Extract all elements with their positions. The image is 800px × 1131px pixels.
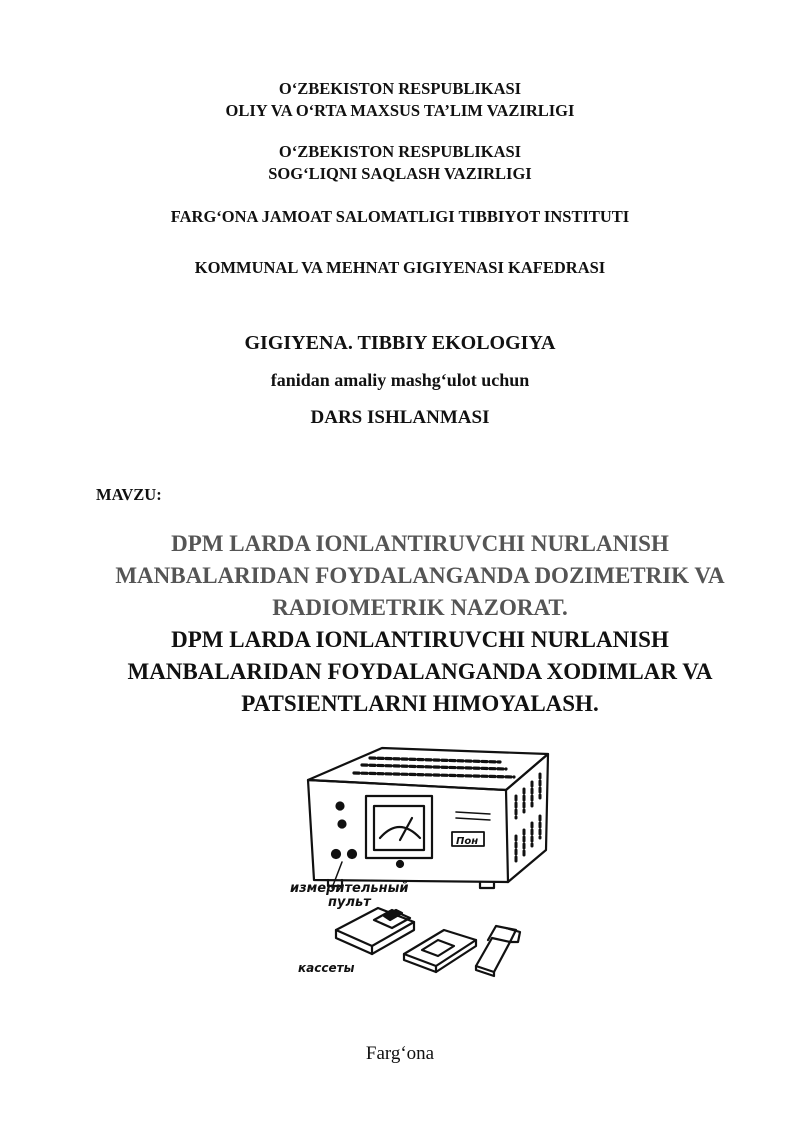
meter-button-label: Пон bbox=[456, 836, 479, 847]
topic-label: MAVZU: bbox=[96, 485, 162, 504]
dosimeter-illustration bbox=[270, 740, 560, 980]
topic-part2-line3: PATSIENTLARNI HIMOYALASH. bbox=[241, 691, 599, 716]
measuring-console-drawing bbox=[308, 748, 548, 888]
city-name: Farg‘ona bbox=[365, 1043, 435, 1064]
topic-part2 bbox=[60, 624, 780, 720]
topic-part1-line2: MANBALARIDAN FOYDALANGANDA DOZIMETRIK VA bbox=[115, 563, 725, 588]
subject-subtitle: fanidan amaliy mashg‘ulot uchun bbox=[270, 370, 530, 390]
ministry-education-line1: O‘ZBEKISTON RESPUBLIKASI bbox=[278, 79, 522, 98]
topic-part1-line3: RADIOMETRIK NAZORAT. bbox=[272, 595, 568, 620]
cassettes-drawing bbox=[336, 908, 520, 976]
ministry-health-block bbox=[0, 141, 800, 185]
ministry-health-line1: O‘ZBEKISTON RESPUBLIKASI bbox=[278, 142, 522, 161]
console-label-line2: пульт bbox=[328, 895, 371, 910]
institute-name: FARG‘ONA JAMOAT SALOMATLIGI TIBBIYOT INSTITUTI bbox=[170, 207, 630, 226]
ministry-education-line2: OLIY VA O‘RTA MAXSUS TA’LIM VAZIRLIGI bbox=[225, 101, 575, 120]
department-name: KOMMUNAL VA MEHNAT GIGIYENASI KAFEDRASI bbox=[194, 258, 606, 277]
subject-title: GIGIYENA. TIBBIY EKOLOGIYA bbox=[244, 332, 556, 354]
topic-part2-line1: DPM LARDA IONLANTIRUVCHI NURLANISH bbox=[171, 627, 669, 652]
console-label-line1: измерительный bbox=[290, 881, 409, 896]
ministry-education-block bbox=[0, 78, 800, 122]
cassettes-label: кассеты bbox=[298, 961, 355, 975]
topic-part2-line2: MANBALARIDAN FOYDALANGANDA XODIMLAR VA bbox=[127, 659, 713, 684]
ministry-health-line2: SOG‘LIQNI SAQLASH VAZIRLIGI bbox=[268, 164, 532, 183]
topic-part1-line1: DPM LARDA IONLANTIRUVCHI NURLANISH bbox=[171, 531, 669, 556]
topic-part1 bbox=[60, 528, 780, 624]
document-type: DARS ISHLANMASI bbox=[310, 407, 490, 428]
